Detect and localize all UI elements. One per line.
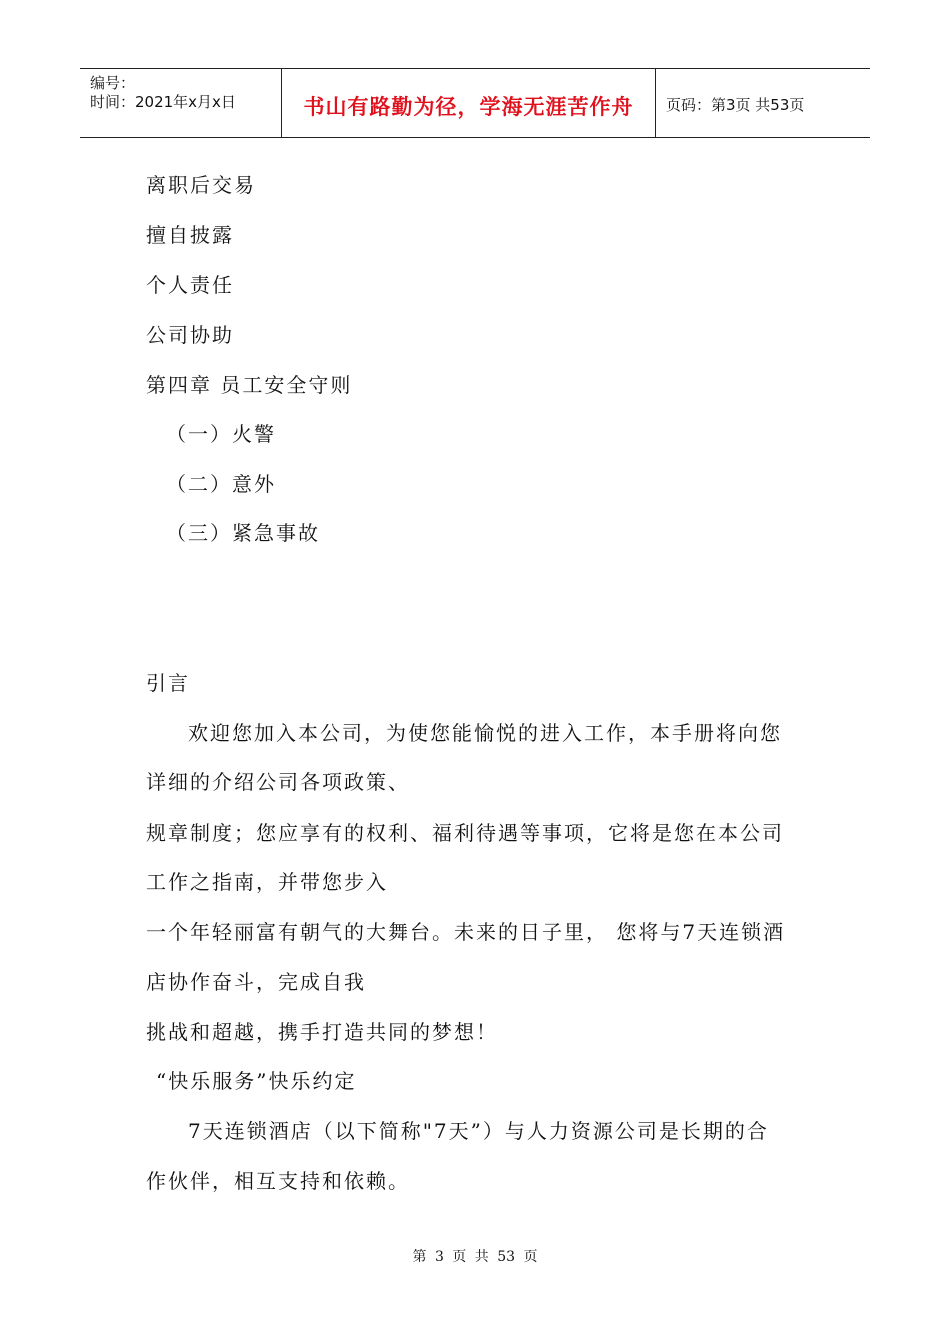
intro-paragraph-line: 详细的介绍公司各项政策、: [146, 770, 410, 794]
toc-subitem: （二）意外: [166, 472, 276, 496]
page-header: [80, 68, 870, 138]
intro-title: 引言: [146, 671, 190, 695]
intro-paragraph-line: 工作之指南，并带您步入: [146, 870, 388, 894]
toc-item: 离职后交易: [146, 173, 256, 197]
toc-subitem: （一）火警: [166, 422, 276, 446]
section-paragraph-line: 作伙伴，相互支持和依赖。: [146, 1169, 410, 1193]
toc-item: 公司协助: [146, 323, 234, 347]
page-footer: 第 3 页 共 53 页: [412, 1249, 538, 1265]
document-date-label: 时间：2021年x月x日: [90, 93, 236, 111]
toc-chapter-heading: 第四章 员工安全守则: [146, 373, 353, 397]
toc-subitem: （三）紧急事故: [166, 521, 320, 545]
toc-item: 个人责任: [146, 273, 234, 297]
section-title: “快乐服务”快乐约定: [156, 1069, 357, 1093]
intro-paragraph-line: 一个年轻丽富有朝气的大舞台。未来的日子里， 您将与7天连锁酒: [146, 920, 786, 944]
toc-item: 擅自披露: [146, 223, 234, 247]
section-paragraph-line: 7天连锁酒店（以下简称"7天”）与人力资源公司是长期的合: [188, 1119, 769, 1143]
header-page-cell: [656, 69, 870, 137]
intro-paragraph-line: 欢迎您加入本公司，为使您能愉悦的进入工作，本手册将向您: [188, 721, 782, 745]
intro-paragraph-line: 规章制度；您应享有的权利、福利待遇等事项，它将是您在本公司: [146, 821, 784, 845]
header-motto: 书山有路勤为径，学海无涯苦作舟: [303, 94, 634, 119]
intro-paragraph-line: 挑战和超越，携手打造共同的梦想！: [146, 1020, 498, 1044]
header-info-cell: [80, 69, 282, 137]
intro-paragraph-line: 店协作奋斗，完成自我: [146, 970, 366, 994]
header-motto-cell: [282, 69, 656, 137]
header-page-code: 页码：第3页 共53页: [666, 96, 805, 114]
document-number-label: 编号：: [90, 74, 136, 92]
